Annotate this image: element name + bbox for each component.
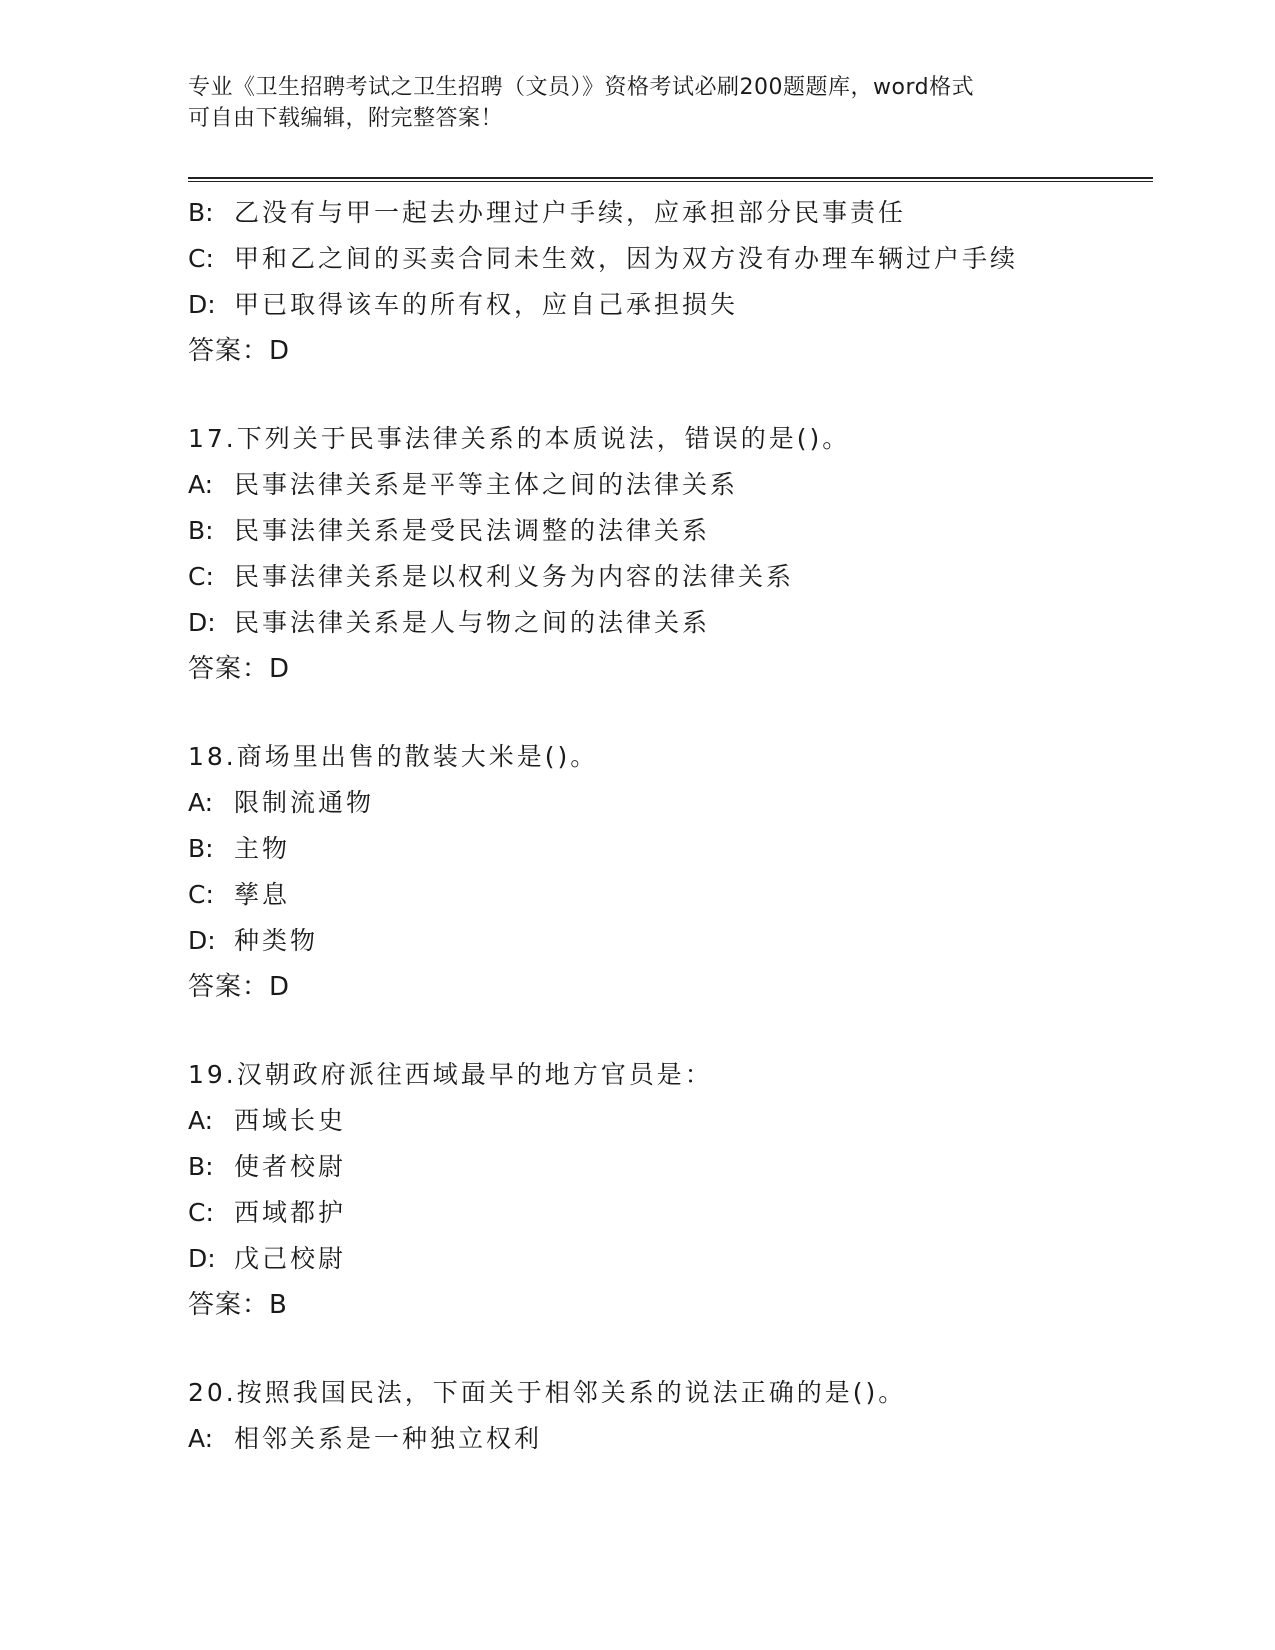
option-d — [188, 918, 1148, 964]
option-c — [188, 1190, 1148, 1236]
option-a — [188, 1098, 1148, 1144]
answer-line: 答案：D — [188, 654, 291, 684]
option-label: D: — [188, 926, 216, 955]
option-c — [188, 554, 1148, 600]
question-block — [188, 1052, 1148, 1328]
option-label: A: — [188, 1424, 214, 1453]
option-label: C: — [188, 880, 214, 909]
answer-line: 答案：D — [188, 972, 291, 1002]
header-divider — [188, 177, 1153, 182]
option-text: 相邻关系是一种独立权利 — [234, 1424, 543, 1453]
question-block — [188, 190, 1148, 374]
option-text: 民事法律关系是以权利义务为内容的法律关系 — [234, 562, 795, 591]
answer-line: 答案：B — [188, 1290, 288, 1320]
option-b — [188, 508, 1148, 554]
option-a — [188, 462, 1148, 508]
question-block — [188, 734, 1148, 1010]
option-label: A: — [188, 1106, 214, 1135]
option-b — [188, 190, 1148, 236]
option-label: B: — [188, 198, 214, 227]
question-text: 18.商场里出售的散装大米是()。 — [188, 742, 599, 771]
option-text: 种类物 — [234, 926, 319, 955]
option-b — [188, 826, 1148, 872]
option-text: 乙没有与甲一起去办理过户手续，应承担部分民事责任 — [234, 198, 907, 227]
document-header — [188, 72, 1088, 134]
question-text: 19.汉朝政府派往西域最早的地方官员是： — [188, 1060, 713, 1089]
option-label: B: — [188, 834, 214, 863]
option-label: C: — [188, 244, 214, 273]
option-text: 甲和乙之间的买卖合同未生效，因为双方没有办理车辆过户手续 — [234, 244, 1019, 273]
option-c — [188, 236, 1148, 282]
option-c — [188, 872, 1148, 918]
option-label: A: — [188, 788, 214, 817]
option-text: 西域长史 — [234, 1106, 347, 1135]
option-a — [188, 780, 1148, 826]
question-text: 20.按照我国民法，下面关于相邻关系的说法正确的是()。 — [188, 1378, 907, 1407]
header-title-line-2: 可自由下载编辑，附完整答案！ — [188, 106, 504, 131]
option-d — [188, 1236, 1148, 1282]
option-text: 西域都护 — [234, 1198, 347, 1227]
option-d — [188, 600, 1148, 646]
option-label: B: — [188, 1152, 214, 1181]
option-text: 使者校尉 — [234, 1152, 347, 1181]
option-label: D: — [188, 1244, 216, 1273]
option-text: 民事法律关系是平等主体之间的法律关系 — [234, 470, 739, 499]
question-list — [188, 190, 1148, 1462]
option-label: C: — [188, 562, 214, 591]
option-label: A: — [188, 470, 214, 499]
option-b — [188, 1144, 1148, 1190]
option-text: 限制流通物 — [234, 788, 375, 817]
question-block — [188, 416, 1148, 692]
option-label: B: — [188, 516, 214, 545]
option-text: 民事法律关系是人与物之间的法律关系 — [234, 608, 711, 637]
option-text: 主物 — [234, 834, 291, 863]
option-text: 戊己校尉 — [234, 1244, 347, 1273]
option-text: 民事法律关系是受民法调整的法律关系 — [234, 516, 711, 545]
question-block — [188, 1370, 1148, 1462]
question-text: 17.下列关于民事法律关系的本质说法，错误的是()。 — [188, 424, 851, 453]
answer-line: 答案：D — [188, 336, 291, 366]
option-label: D: — [188, 608, 216, 637]
option-text: 孳息 — [234, 880, 291, 909]
option-label: C: — [188, 1198, 214, 1227]
option-label: D: — [188, 290, 216, 319]
header-title-line-1: 专业《卫生招聘考试之卫生招聘（文员）》资格考试必刷200题题库，word格式 — [188, 75, 975, 100]
option-d — [188, 282, 1148, 328]
option-text: 甲已取得该车的所有权，应自己承担损失 — [234, 290, 739, 319]
option-a — [188, 1416, 1148, 1462]
